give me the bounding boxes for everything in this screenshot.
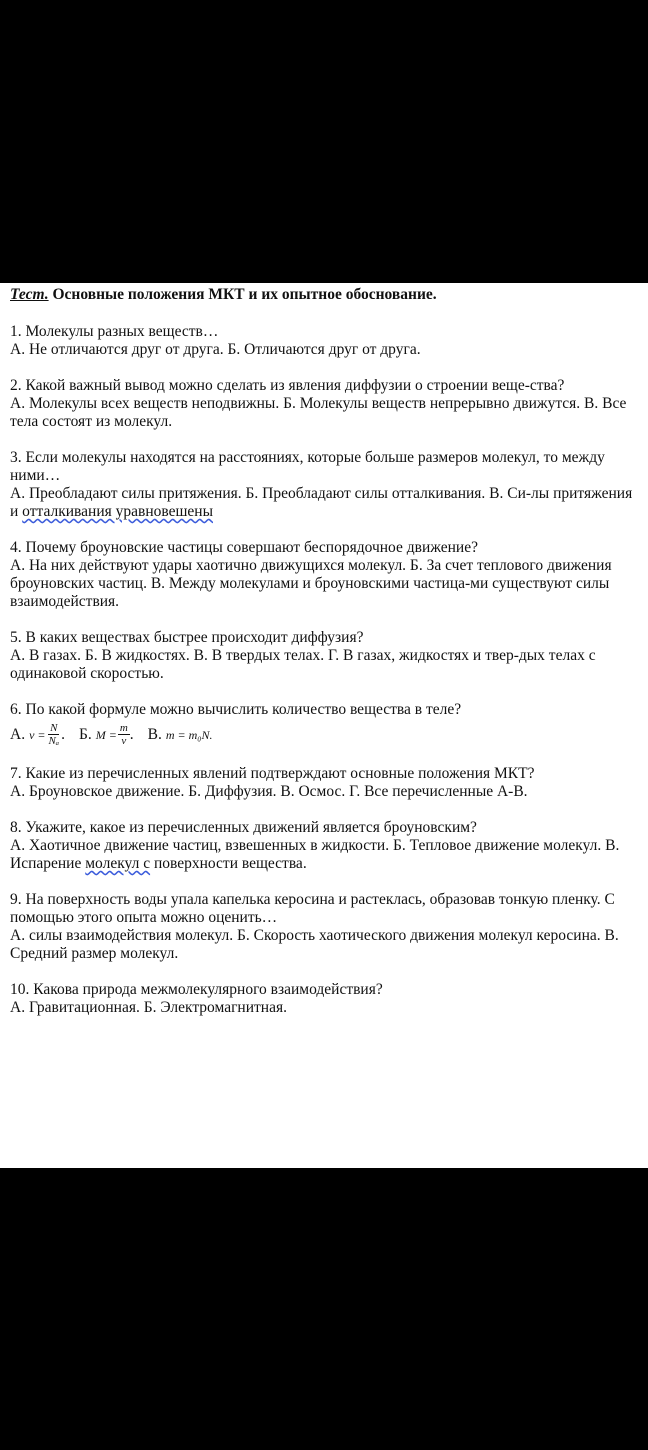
- answer-text: А. Преобладают силы притяжения. Б. Преобладают силы отталкивания. В. Си-лы притяжения и: [10, 485, 633, 520]
- option-label: В.: [147, 725, 162, 743]
- title-text: Основные положения МКТ и их опытное обоснование.: [48, 286, 437, 303]
- question-text: 10. Какова природа межмолекулярного взаимодействия?: [10, 981, 383, 998]
- option-label: Б.: [78, 725, 92, 743]
- answer-options: [10, 485, 640, 521]
- fraction-denominator: Nₐ: [48, 735, 60, 747]
- question-text: 2. Какой важный вывод можно сделать из явления диффузии о строении веще-ства?: [10, 377, 565, 394]
- formula-variable: M =: [95, 727, 117, 742]
- question-9: [10, 891, 640, 963]
- question-7: [10, 765, 640, 801]
- spellcheck-underlined-text: молекул с: [85, 855, 151, 872]
- question-text: 4. Почему броуновские частицы совершают беспорядочное движение?: [10, 539, 478, 556]
- question-1: [10, 323, 640, 359]
- question-8: [10, 819, 640, 873]
- test-title: [10, 285, 640, 305]
- fraction-numerator: m: [119, 722, 128, 734]
- formula-options: [10, 722, 640, 747]
- question-text: 9. На поверхность воды упала капелька керосина и растеклась, образовав тонкую пленку. С помощью этого опыта можно оценить…: [10, 891, 615, 926]
- question-2: [10, 377, 640, 431]
- question-text: 3. Если молекулы находятся на расстояниях, которые больше размеров молекул, то между ними…: [10, 449, 605, 484]
- answer-options: А. На них действуют удары хаотично движущихся молекул. Б. За счет теплового движения броуновских частиц. В. Между молекулами и броуновскими частица-ми существуют силы взаимодействия.: [10, 557, 612, 610]
- answer-options: А. Молекулы всех веществ неподвижны. Б. Молекулы веществ непрерывно движутся. В. Все тела состоят из молекул.: [10, 395, 627, 430]
- question-text: 7. Какие из перечисленных явлений подтверждают основные положения МКТ?: [10, 765, 535, 782]
- option-label: А.: [10, 725, 26, 743]
- question-text: 1. Молекулы разных веществ…: [10, 323, 219, 340]
- formula-b: Б. M = $\frac{m}{\nu}$ .: [78, 722, 134, 747]
- answer-options: А. Не отличаются друг от друга. Б. Отличаются друг от друга.: [10, 341, 421, 358]
- title-lead: Тест.: [10, 286, 49, 303]
- fraction: [47, 722, 62, 747]
- test-sheet: [0, 283, 648, 1168]
- question-text: 6. По какой формуле можно вычислить количество вещества в теле?: [10, 701, 462, 718]
- fraction: [118, 722, 130, 747]
- spellcheck-underlined-text: отталкивания уравновешены: [22, 503, 213, 520]
- fraction-numerator: N: [50, 722, 58, 734]
- answer-text: поверхности вещества.: [150, 855, 307, 872]
- question-10: [10, 981, 640, 1017]
- formula-variable: ν =: [29, 727, 46, 742]
- answer-options: А. Гравитационная. Б. Электромагнитная.: [10, 999, 287, 1016]
- answer-options: А. Броуновское движение. Б. Диффузия. В. Осмос. Г. Все перечисленные А-В.: [10, 783, 528, 800]
- answer-options: А. силы взаимодействия молекул. Б. Скорость хаотического движения молекул керосина. В. Средний размер молекул.: [10, 927, 619, 962]
- formula-expression: m = m₀N.: [165, 727, 213, 742]
- answer-options: [10, 837, 640, 873]
- answer-options: А. В газах. Б. В жидкостях. В. В твердых телах. Г. В газах, жидкостях и твер-дых телах с одинаковой скоростью.: [10, 647, 596, 682]
- question-6: [10, 701, 640, 747]
- formula-a: А. ν = $\frac{N}{\text{Nₐ}}$ .: [10, 722, 65, 747]
- formula-c: [148, 726, 213, 744]
- fraction-denominator: ν: [121, 735, 127, 747]
- question-5: [10, 629, 640, 683]
- question-text: 8. Укажите, какое из перечисленных движений является броуновским?: [10, 819, 477, 836]
- question-4: [10, 539, 640, 611]
- question-text: 5. В каких веществах быстрее происходит диффузия?: [10, 629, 364, 646]
- question-3: [10, 449, 640, 521]
- answer-text: А. Хаотичное движение частиц, взвешенных в жидкости. Б. Тепловое движение молекул. В. Испарение: [10, 837, 620, 872]
